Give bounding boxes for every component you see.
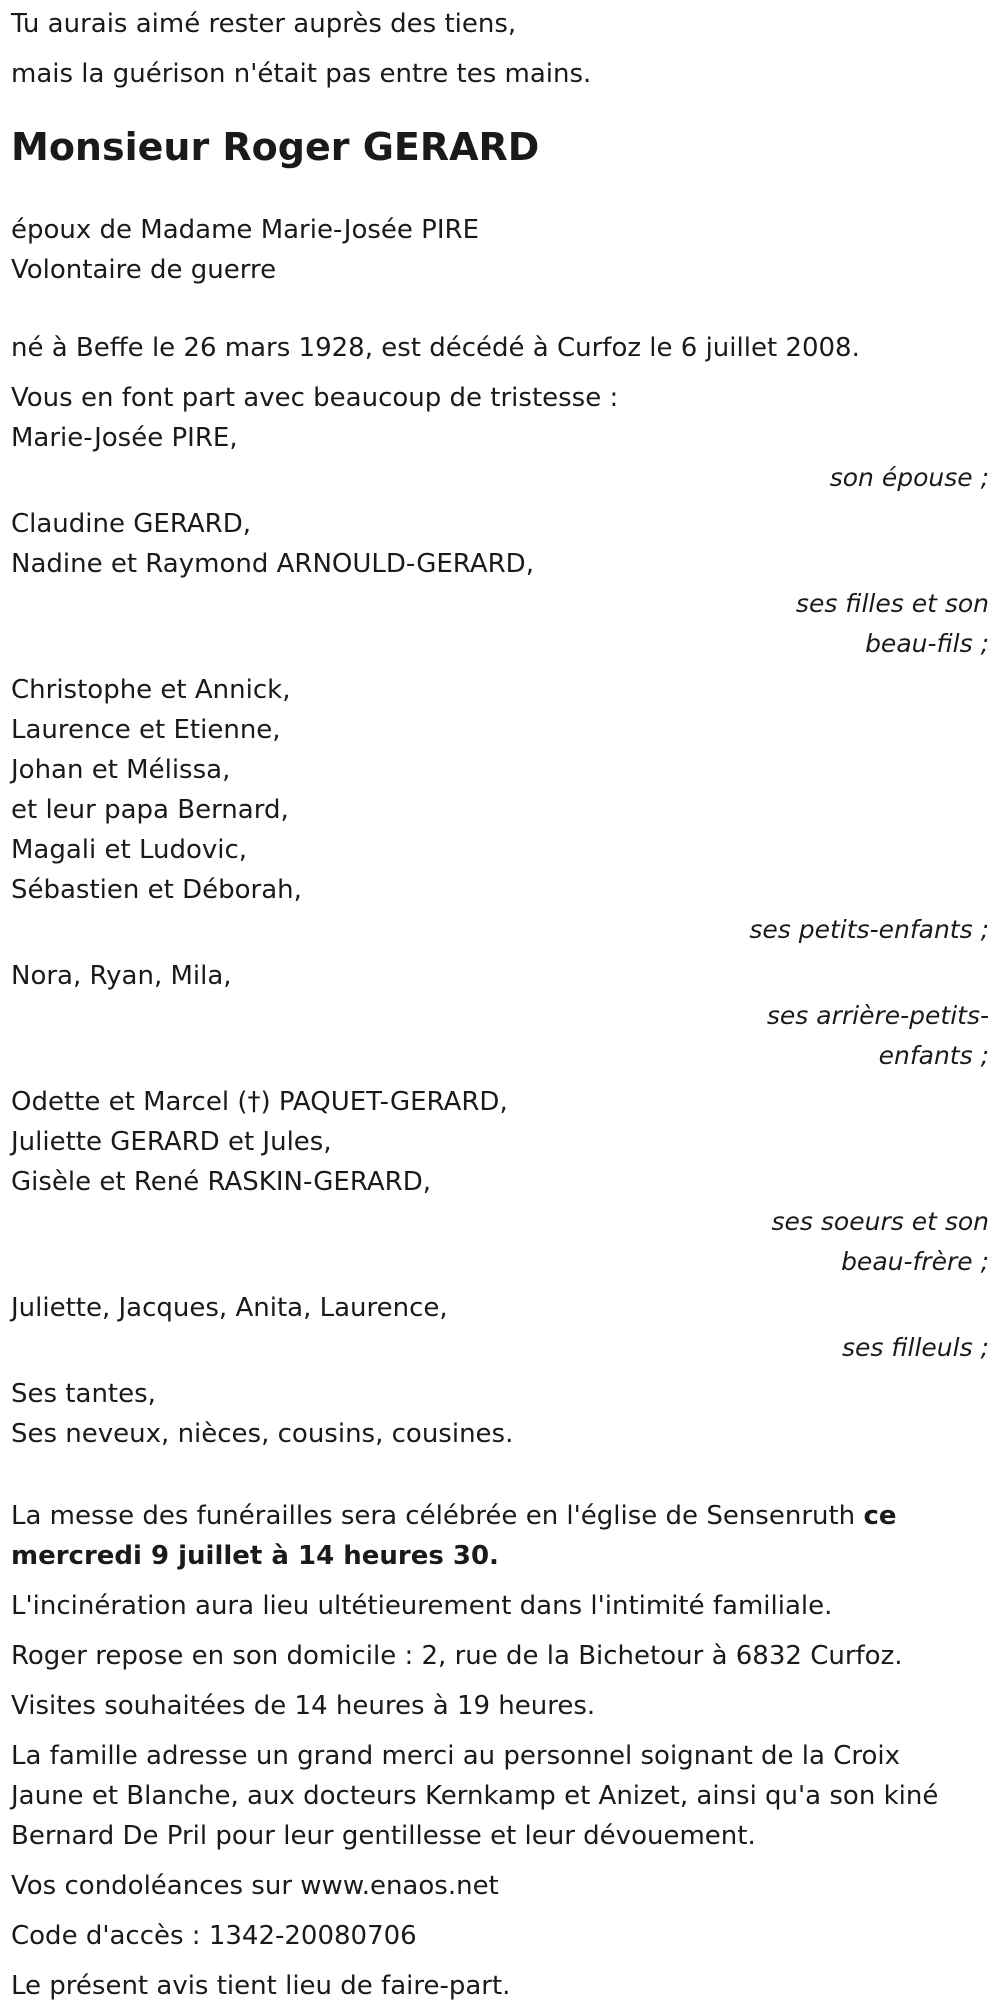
sibling-1: Odette et Marcel (†) PAQUET-GERARD, xyxy=(11,1087,508,1117)
daughter-2: Nadine et Raymond ARNOULD-GERARD, xyxy=(11,549,534,579)
godchildren: Juliette, Jacques, Anita, Laurence, xyxy=(11,1293,448,1323)
daughters-relation-2: beau-fils ; xyxy=(865,629,989,658)
siblings-relation-1: ses soeurs et son xyxy=(771,1207,989,1236)
thanks-line-3: Bernard De Pril pour leur gentillesse et leur dévouement. xyxy=(11,1821,756,1851)
godchildren-relation: ses filleuls ; xyxy=(842,1333,989,1362)
visits-line: Visites souhaitées de 14 heures à 19 heures. xyxy=(11,1691,596,1721)
daughters-relation-1: ses filles et son xyxy=(795,589,989,618)
great-grandchildren-relation-2: enfants ; xyxy=(878,1041,989,1070)
thanks-line-2: Jaune et Blanche, aux docteurs Kernkamp et Anizet, ainsi qu'a son kiné xyxy=(11,1781,939,1811)
sibling-2: Juliette GERARD et Jules, xyxy=(11,1127,332,1157)
notice-line: Le présent avis tient lieu de faire-part. xyxy=(11,1971,511,2001)
thanks-line-1: La famille adresse un grand merci au personnel soignant de la Croix xyxy=(11,1741,901,1771)
poem-line-1: Tu aurais aimé rester auprès des tiens, xyxy=(11,9,517,39)
grandchild-5: Magali et Ludovic, xyxy=(11,835,248,865)
great-grandchildren: Nora, Ryan, Mila, xyxy=(11,961,232,991)
others-aunts: Ses tantes, xyxy=(11,1379,156,1409)
birth-death-line: né à Beffe le 26 mars 1928, est décédé à Curfoz le 6 juillet 2008. xyxy=(11,333,860,363)
siblings-relation-2: beau-frère ; xyxy=(841,1247,989,1276)
announce-line: Vous en font part avec beaucoup de tristesse : xyxy=(11,383,619,413)
others-cousins: Ses neveux, nièces, cousins, cousines. xyxy=(11,1419,514,1449)
role-line: Volontaire de guerre xyxy=(11,255,277,285)
funeral-mass-date-2: mercredi 9 juillet à 14 heures 30. xyxy=(11,1541,499,1571)
spouse-line: époux de Madame Marie-Josée PIRE xyxy=(11,215,480,245)
page-title: Monsieur Roger GERARD xyxy=(11,125,540,169)
grandchild-4: et leur papa Bernard, xyxy=(11,795,289,825)
poem-line-2: mais la guérison n'était pas entre tes mains. xyxy=(11,59,592,89)
condolences-line: Vos condoléances sur www.enaos.net xyxy=(11,1871,499,1901)
rest-line: Roger repose en son domicile : 2, rue de la Bichetour à 6832 Curfoz. xyxy=(11,1641,903,1671)
daughter-1: Claudine GERARD, xyxy=(11,509,251,539)
grandchildren-relation: ses petits-enfants ; xyxy=(749,915,989,944)
obituary-notice xyxy=(11,0,989,2006)
grandchild-6: Sébastien et Déborah, xyxy=(11,875,302,905)
funeral-mass xyxy=(11,1496,989,1576)
funeral-mass-text: La messe des funérailles sera célébrée en l'église de Sensenruth xyxy=(11,1501,864,1531)
sibling-3: Gisèle et René RASKIN-GERARD, xyxy=(11,1167,432,1197)
cremation-line: L'incinération aura lieu ultétieurement dans l'intimité familiale. xyxy=(11,1591,833,1621)
grandchild-2: Laurence et Etienne, xyxy=(11,715,281,745)
access-code-line: Code d'accès : 1342-20080706 xyxy=(11,1921,417,1951)
spouse-name: Marie-Josée PIRE, xyxy=(11,423,238,453)
grandchild-1: Christophe et Annick, xyxy=(11,675,291,705)
great-grandchildren-relation-1: ses arrière-petits- xyxy=(766,1001,989,1030)
funeral-mass-date-1: ce xyxy=(863,1501,897,1531)
spouse-relation: son épouse ; xyxy=(829,463,989,492)
grandchild-3: Johan et Mélissa, xyxy=(11,755,231,785)
